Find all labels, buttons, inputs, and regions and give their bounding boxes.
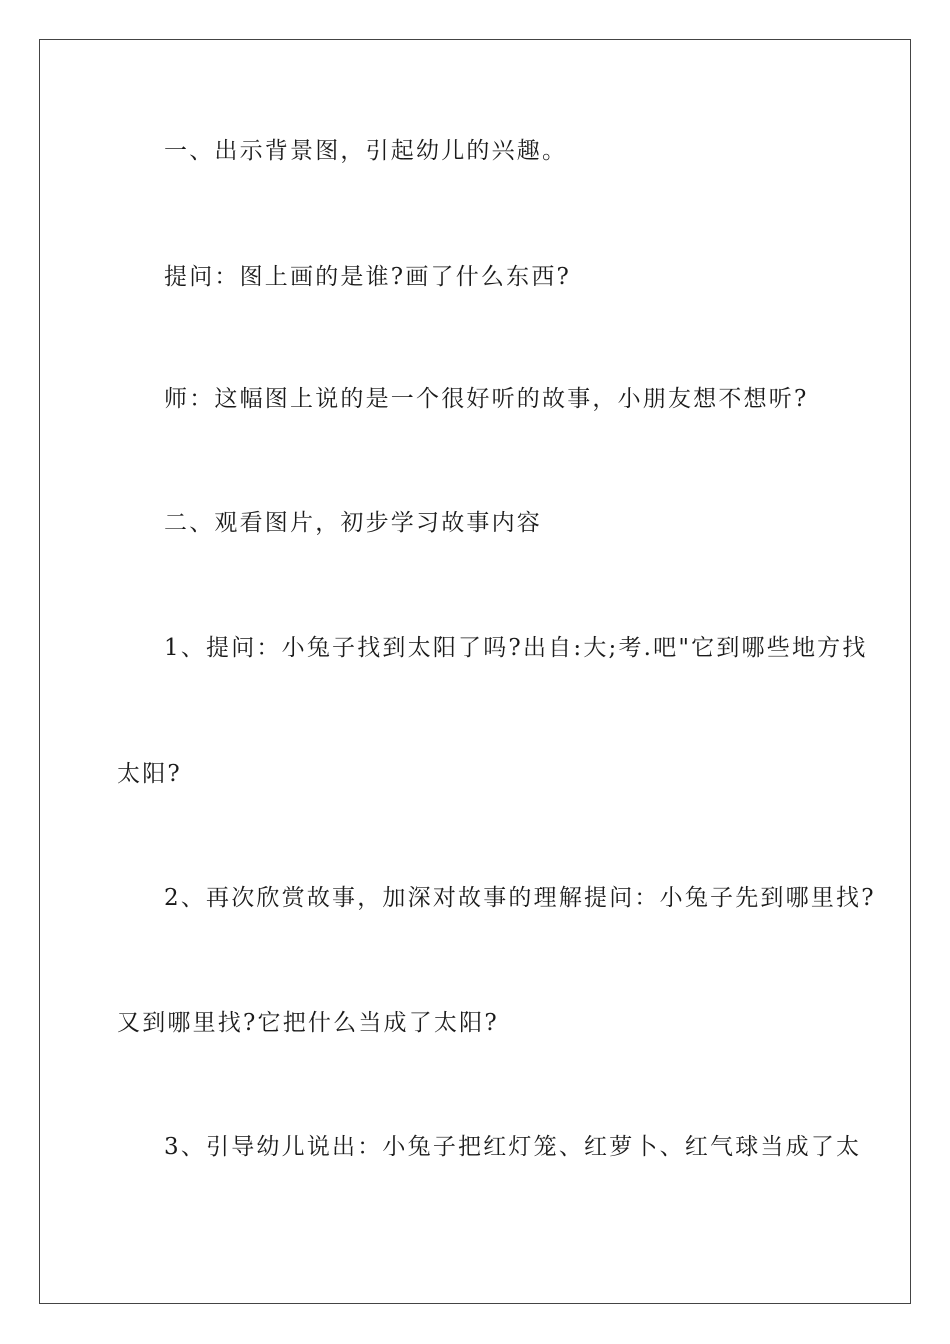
paragraph-item-2: 2、再次欣赏故事，加深对故事的理解提问：小兔子先到哪里找?	[164, 885, 876, 911]
paragraph-item-1: 1、提问：小兔子找到太阳了吗?出自:大;考.吧"它到哪些地方找	[164, 635, 868, 661]
paragraph-item-1-continued: 太阳?	[117, 761, 182, 787]
section-heading-1: 一、出示背景图，引起幼儿的兴趣。	[164, 138, 568, 164]
page-frame	[39, 39, 911, 1304]
paragraph-item-2-continued: 又到哪里找?它把什么当成了太阳?	[117, 1010, 499, 1036]
paragraph-item-3: 3、引导幼儿说出：小兔子把红灯笼、红萝卜、红气球当成了太	[164, 1134, 862, 1160]
paragraph-teacher: 师：这幅图上说的是一个很好听的故事，小朋友想不想听?	[164, 386, 809, 412]
section-heading-2: 二、观看图片，初步学习故事内容	[164, 510, 542, 536]
paragraph-question: 提问：图上画的是谁?画了什么东西?	[164, 264, 572, 290]
